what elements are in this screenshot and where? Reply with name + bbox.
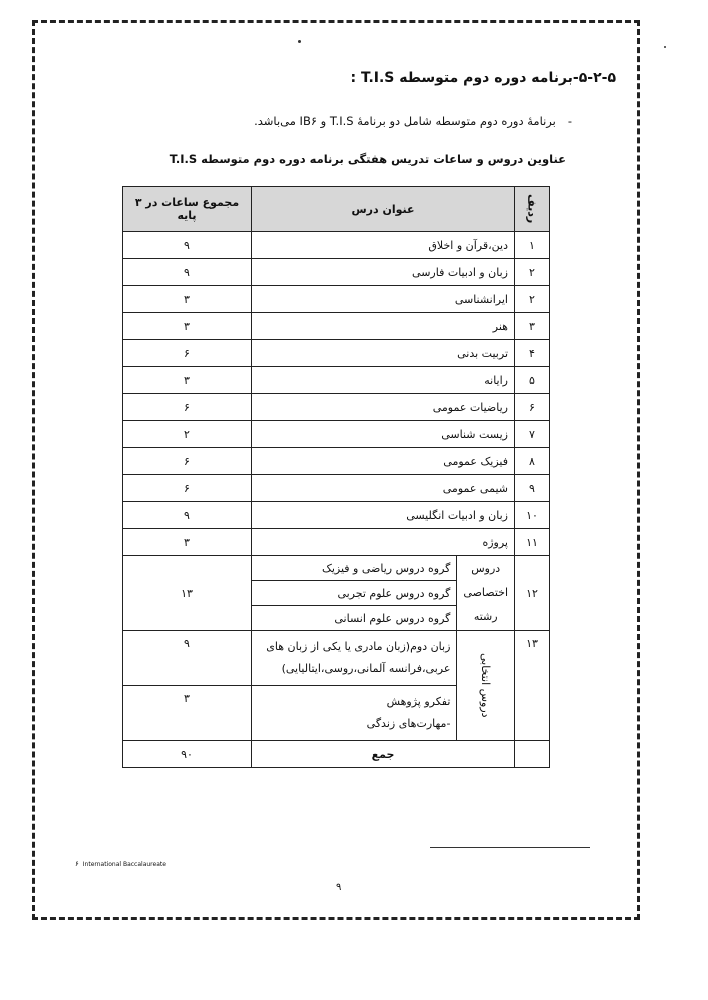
bullet-text: برنامهٔ دوره دوم متوسطه شامل دو برنامهٔ T.I.S و IB۶ می‌باشد. bbox=[254, 114, 556, 128]
specialized-group: گروه دروس ریاضی و فیزیک bbox=[252, 556, 457, 581]
header-hours: مجموع ساعات در ۳ پایه bbox=[123, 187, 252, 232]
footnote-separator bbox=[430, 847, 590, 848]
specialized-label: دروس اختصاصی رشته bbox=[457, 556, 515, 631]
elective-row bbox=[123, 631, 550, 686]
footnote-text: International Baccalaureate bbox=[82, 861, 166, 868]
table-row: ۹ شیمی عمومی ۶ bbox=[123, 475, 550, 502]
elective-hours: ۹ bbox=[123, 631, 252, 686]
elective-radif: ۱۳ bbox=[515, 631, 550, 741]
specialized-group: گروه دروس علوم تجربی bbox=[252, 581, 457, 606]
specialized-hours: ۱۳ bbox=[123, 556, 252, 631]
page-number: ۹ bbox=[336, 882, 342, 893]
table-header-row bbox=[123, 187, 550, 232]
total-empty bbox=[515, 741, 550, 768]
bullet-dash: - bbox=[567, 114, 572, 128]
table-row: ۱ دین،قرآن و اخلاق ۹ bbox=[123, 232, 550, 259]
table-title: عناوین دروس و ساعات تدریس هفتگی برنامه دوره دوم متوسطه T.I.S bbox=[169, 152, 566, 166]
footnote bbox=[75, 860, 166, 868]
section-heading: ۵-۲-۵-برنامه دوره دوم متوسطه T.I.S : bbox=[350, 70, 616, 86]
elective-item: زبان دوم(زبان مادری یا یکی از زبان های عربی،فرانسه آلمانی،روسی،ایتالیایی) bbox=[252, 631, 457, 686]
table-row: ۲ ایرانشناسی ۳ bbox=[123, 286, 550, 313]
table-row: ۲ زبان و ادبیات فارسی ۹ bbox=[123, 259, 550, 286]
table-row: ۸ فیزیک عمومی ۶ bbox=[123, 448, 550, 475]
header-title: عنوان درس bbox=[252, 187, 515, 232]
intro-bullet bbox=[254, 114, 572, 128]
table-row: ۴ تربیت بدنی ۶ bbox=[123, 340, 550, 367]
total-hours: ۹۰ bbox=[123, 741, 252, 768]
total-row bbox=[123, 741, 550, 768]
specialized-row bbox=[123, 556, 550, 581]
table-row: ۱۱ پروژه ۳ bbox=[123, 529, 550, 556]
table-row: ۶ ریاضیات عمومی ۶ bbox=[123, 394, 550, 421]
table-row: ۵ رایانه ۳ bbox=[123, 367, 550, 394]
elective-label: دروس انتخابی bbox=[457, 631, 515, 741]
elective-hours: ۳ bbox=[123, 686, 252, 741]
scan-speck bbox=[298, 40, 301, 43]
specialized-group: گروه دروس علوم انسانی bbox=[252, 606, 457, 631]
table-row: ۱۰ زبان و ادبیات انگلیسی ۹ bbox=[123, 502, 550, 529]
scan-speck bbox=[664, 46, 666, 48]
table-row: ۳ هنر ۳ bbox=[123, 313, 550, 340]
specialized-radif: ۱۲ bbox=[515, 556, 550, 631]
table-row: ۷ زیست شناسی ۲ bbox=[123, 421, 550, 448]
footnote-mark: ۶ bbox=[75, 860, 79, 868]
header-radif: ردیف bbox=[515, 187, 550, 232]
total-label: جمع bbox=[252, 741, 515, 768]
curriculum-table bbox=[122, 186, 550, 768]
elective-item: تفکرو پژوهش -مهارت‌های زندگی bbox=[252, 686, 457, 741]
